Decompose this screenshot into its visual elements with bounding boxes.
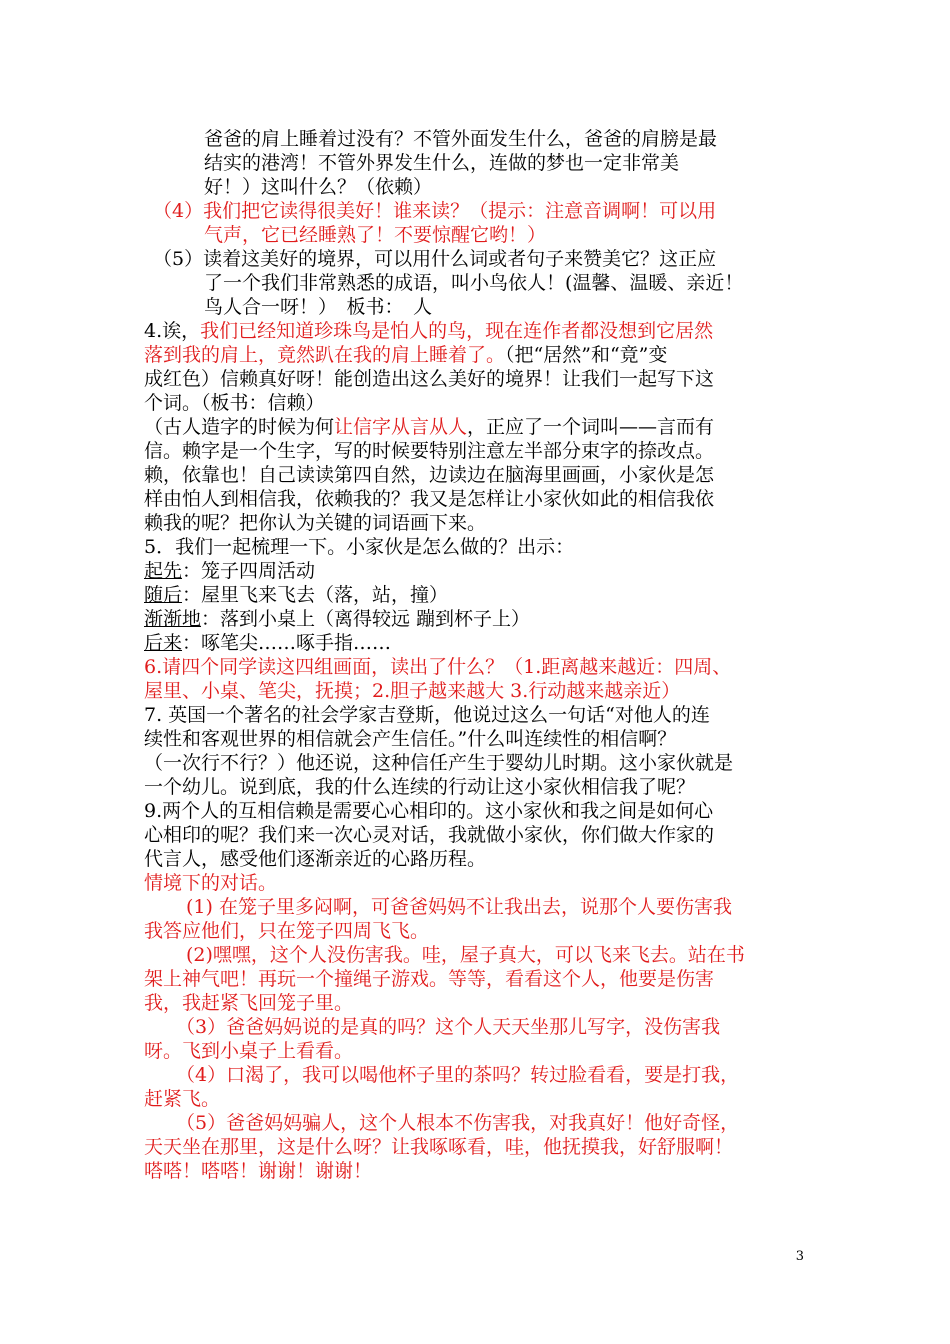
text-line: 了一个我们非常熟悉的成语，叫小鸟依人！(温馨、温暖、亲近！ [204, 272, 744, 294]
text-line: 一个幼儿。说到底，我的什么连续的行动让这小家伙相信我了呢？ [144, 776, 696, 798]
text-line: 好！）这叫什么？（依赖） [204, 176, 433, 198]
text-line: 9.两个人的互相信赖是需要心心相印的。这小家伙和我之间是如何心 [144, 800, 714, 822]
text-line: 结实的港湾！不管外界发生什么，连做的梦也一定非常美 [204, 152, 680, 174]
text-line: 屋里、小桌、笔尖，抚摸；2.胆子越来越大 3.行动越来越亲近） [144, 680, 681, 702]
text-segment: 4.诶， [144, 320, 201, 342]
text-segment: 落到我的肩上，竟然趴在我的肩上睡着了。 [144, 344, 506, 366]
text-line: （一次行不行？）他还说，这种信任产生于婴幼儿时期。这小家伙就是 [144, 752, 734, 774]
text-line: (1) 在笼子里多闷啊，可爸爸妈妈不让我出去，说那个人要伤害我 [186, 896, 732, 918]
text-line: 成红色）信赖真好呀！能创造出这么美好的境界！让我们一起写下这 [144, 368, 715, 390]
text-line: 我答应他们，只在笼子四周飞飞。 [144, 920, 430, 942]
text-segment: 我们已经知道珍珠鸟是怕人的鸟，现在连作者都没想到它居然 [200, 320, 714, 342]
text-line: (2)嘿嘿，这个人没伤害我。哇，屋子真大，可以飞来飞去。站在书 [186, 944, 745, 966]
text-segment: ：落到小桌上（离得较远 蹦到杯子上） [201, 608, 531, 630]
text-line: 心相印的呢？我们来一次心灵对话，我就做小家伙，你们做大作家的 [144, 824, 715, 846]
text-line [144, 583, 448, 607]
text-segment: ，正应了一个词叫——言而有 [467, 416, 715, 438]
text-line [144, 559, 315, 583]
page-number: 3 [795, 1249, 804, 1264]
text-line: 赖我的呢？把你认为关键的词语画下来。 [144, 512, 487, 534]
text-line: 5．我们一起梳理一下。小家伙是怎么做的？出示： [144, 536, 575, 558]
text-line: 嗒嗒！嗒嗒！谢谢！谢谢！ [144, 1160, 373, 1182]
text-segment: ：笼子四周活动 [182, 560, 316, 582]
underlined-term: 渐渐地 [144, 608, 202, 630]
text-segment: （古人造字的时候为何 [144, 416, 335, 438]
text-line: 情境下的对话。 [144, 872, 278, 894]
underlined-term: 后来 [144, 632, 183, 654]
underlined-term: 起先 [144, 560, 183, 582]
text-line: （4）口渴了，我可以喝他杯子里的茶吗？转过脸看看，要是打我， [176, 1064, 740, 1086]
text-line: （4）我们把它读得很美好！谁来读？（提示：注意音调啊！可以用 [153, 200, 717, 222]
text-line: 个词。（板书：信赖） [144, 392, 325, 414]
text-line [144, 343, 667, 367]
text-line: 天天坐在那里，这是什么呀？让我啄啄看，哇，他抚摸我，好舒服啊！ [144, 1136, 734, 1158]
text-line: 代言人，感受他们逐渐亲近的心路历程。 [144, 848, 487, 870]
text-line: （5）读着这美好的境界，可以用什么词或者句子来赞美它？这正应 [153, 248, 717, 270]
text-line: 我，我赶紧飞回笼子里。 [144, 992, 354, 1014]
text-line: 爸爸的肩上睡着过没有？不管外面发生什么，爸爸的肩膀是最 [204, 128, 718, 150]
text-line [144, 415, 714, 439]
text-line: （3）爸爸妈妈说的是真的吗？这个人天天坐那儿写字，没伤害我 [176, 1016, 721, 1038]
text-line: 赶紧飞。 [144, 1088, 221, 1110]
text-line: （5）爸爸妈妈骗人，这个人根本不伤害我，对我真好！他好奇怪， [176, 1112, 740, 1134]
text-segment: 让信字从言从人 [334, 416, 468, 438]
text-segment: ：屋里飞来飞去（落，站，撞） [182, 584, 449, 606]
text-line: 鸟人合一呀！） 板书： 人 [204, 296, 433, 318]
text-line: 呀。飞到小桌子上看看。 [144, 1040, 354, 1062]
text-line: 6.请四个同学读这四组画面，读出了什么？（1.距离越来越近：四周、 [144, 656, 732, 678]
underlined-term: 随后 [144, 584, 183, 606]
text-line: 样由怕人到相信我，依赖我的？我又是怎样让小家伙如此的相信我依 [144, 488, 715, 510]
text-line: 气声，它已经睡熟了！不要惊醒它哟！） [204, 224, 547, 246]
text-line: 信。赖字是一个生字，写的时候要特别注意左半部分束字的捺改点。 [144, 440, 715, 462]
text-line: 架上神气吧！再玩一个撞绳子游戏。等等，看看这个人，他要是伤害 [144, 968, 715, 990]
text-segment: （把“居然”和“竟”变 [505, 344, 668, 366]
text-line [144, 631, 391, 655]
text-line: 赖，依靠也！自己读读第四自然，边读边在脑海里画画，小家伙是怎 [144, 464, 715, 486]
text-line: 7. 英国一个著名的社会学家吉登斯，他说过这么一句话“对他人的连 [144, 704, 710, 726]
text-line [144, 319, 713, 343]
text-line: 续性和客观世界的相信就会产生信任。”什么叫连续性的相信啊？ [144, 728, 677, 750]
text-segment: ：啄笔尖……啄手指…… [182, 632, 392, 654]
text-line [144, 607, 530, 631]
